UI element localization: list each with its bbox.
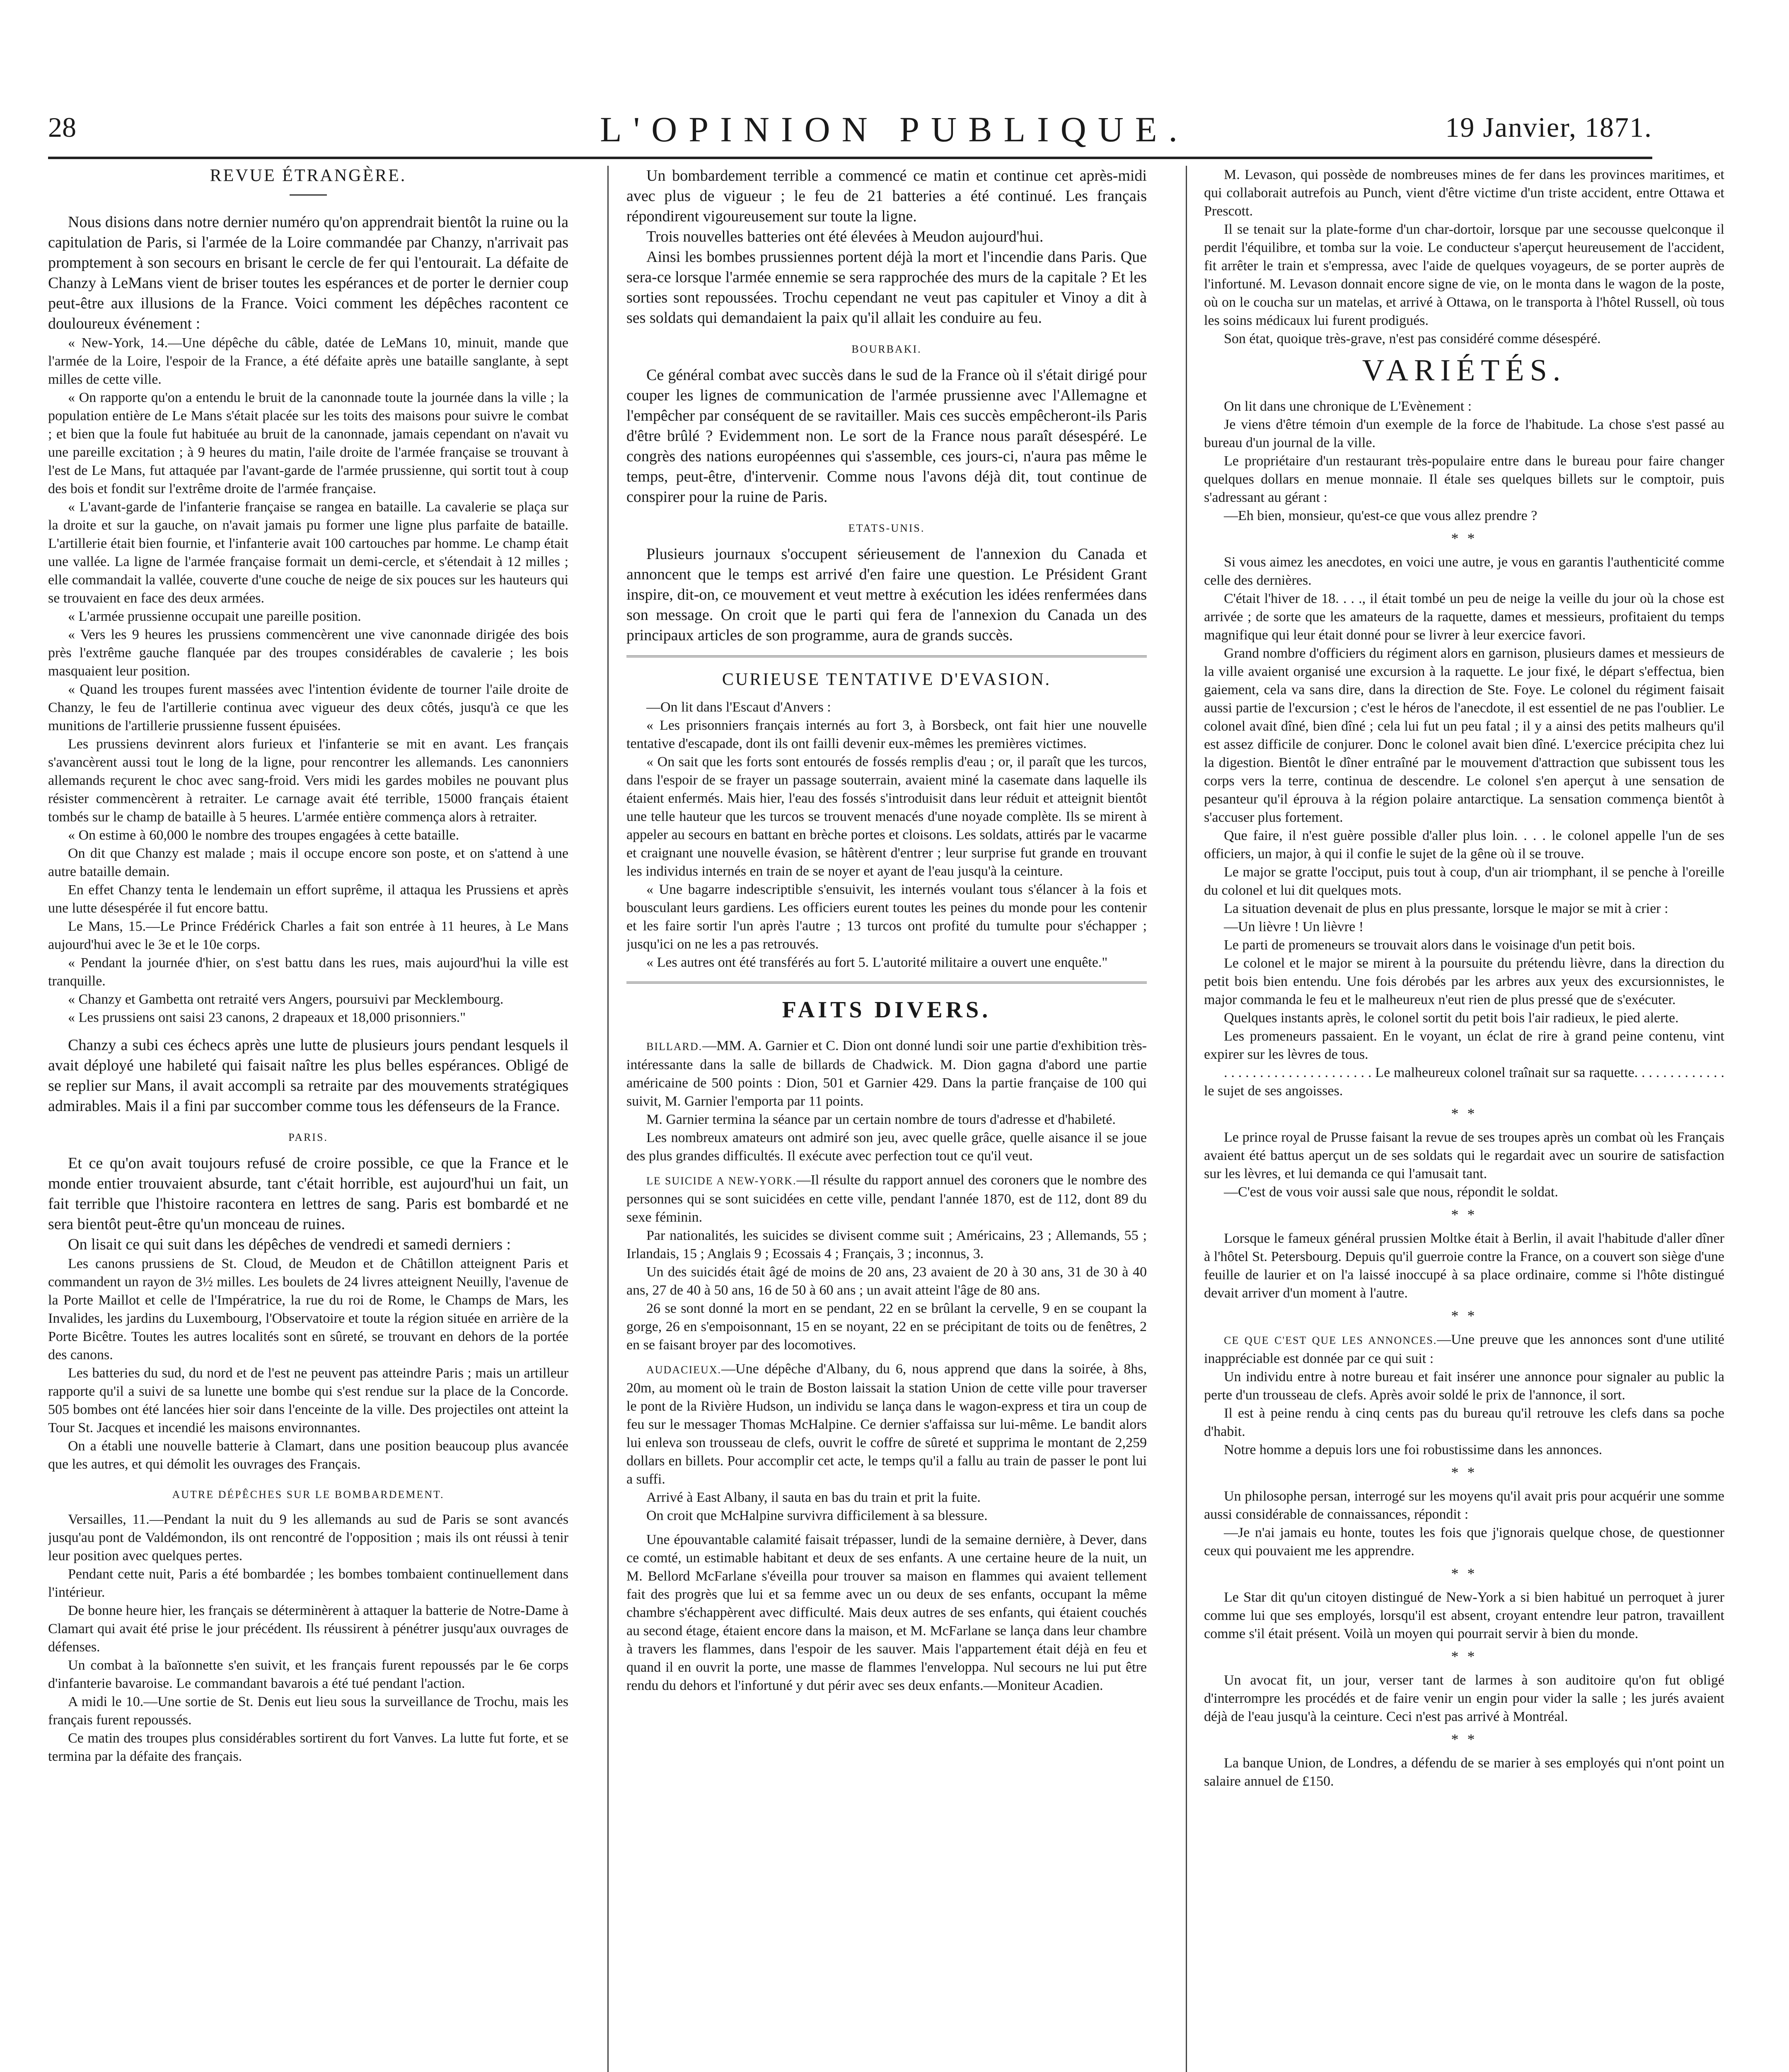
asterism: * * <box>1451 1206 1477 1223</box>
paragraph: Un philosophe persan, interrogé sur les moyens qu'il avait pris pour acquérir une somme aussi considérable de connaissances, répondit : <box>1204 1489 1724 1522</box>
run-in-head: CE QUE C'EST QUE LES ANNONCES. <box>1224 1334 1437 1346</box>
column-2 <box>626 166 1147 2072</box>
paragraph <box>1204 1331 1724 1368</box>
dispatch-paragraph: « L'armée prussienne occupait une pareille position. <box>68 609 361 624</box>
asterism: * * <box>1451 1731 1477 1748</box>
paragraph-text: —Une dépêche d'Albany, du 6, nous apprend que dans la soirée, à 8hs, 20m, au moment où le train de Boston laissait la station Union de cette ville pour traverser le pont de la Rivière Hudson, un individu se lança dans le wagon-express et tira un coup de feu sur le messager Thomas McHalpine. Ce dernier s'affaissa sur lui-même. Le bandit alors lui enleva son trousseau de clefs, ouvrit le coffre de sûreté et supprima le montant de 2,259 dollars en billets. Pour accomplir cet acte, le temps qu'il a fallu au train de passer le pont lui a suffi. <box>626 1361 1147 1487</box>
section-rule <box>626 982 1147 983</box>
dispatch-paragraph: On dit que Chanzy est malade ; mais il occupe encore son poste, et on s'attend à une autre bataille demain. <box>48 846 568 879</box>
paragraph: Par nationalités, les suicides se divisent comme suit ; Américains, 23 ; Allemands, 55 ; Irlandais, 15 ; Anglais 9 ; Ecossais 4 ; Français, 3 ; inconnus, 3. <box>626 1228 1147 1261</box>
paragraph: Le colonel et le major se mirent à la poursuite du prétendu lièvre, dans la direction du petit bois bien entendu. Une fois dérobés par les arbres aux yeux des excursionnistes, le major commanda le feu et le malheureux n'eut rien de plus pressé que de s'exécuter. <box>1204 956 1724 1007</box>
paragraph: Lorsque le fameux général prussien Moltke était à Berlin, il avait l'habitude d'aller dîner à l'hôtel St. Petersbourg. Depuis qu'il guerroie contre la France, on a couvert son siège d'une feuille de laurier et on l'a laissé inoccupé à sa place ordinaire, comme si l'hôte distingué devait arriver d'un moment à l'autre. <box>1204 1231 1724 1301</box>
paragraph: Un des suicidés était âgé de moins de 20 ans, 23 avaient de 20 à 30 ans, 31 de 30 à 40 ans, 27 de 40 à 50 ans, 16 de 50 à 60 ans ; un avait atteint l'âge de 80 ans. <box>626 1264 1147 1298</box>
column-3 <box>1204 166 1724 2072</box>
title-rule <box>290 194 327 196</box>
paragraph: « On sait que les forts sont entourés de fossés remplis d'eau ; or, il paraît que les turcos, dans l'espoir de se frayer un passage souterrain, avaient miné la casemate dans laquelle ils étaient enfermés. Mais hier, l'eau des fossés s'introduisit dans leur réduit et atteignit bientôt une telle hauteur que les turcos se trouvent menacés d'une noyade complète. Ils se mirent à appeler au secours en battant en brèche portes et cloisons. Les soldats, attirés par le vacarme et craignant une nouvelle évasion, se hâtèrent d'entrer ; leur surprise fut grande en trouvant les individus internés en train de se noyer et ayant de l'eau jusqu'à la ceinture. <box>626 754 1147 879</box>
asterism: * * <box>1451 1464 1477 1481</box>
paragraph: M. Garnier termina la séance par un certain nombre de tours d'adresse et d'habileté. <box>646 1112 1116 1127</box>
dispatch-paragraph: « L'avant-garde de l'infanterie française se rangea en bataille. La cavalerie se plaça sur la droite et sur la gauche, on n'avait jamais pu former une ligne plus parfaite de bataille. L'artillerie était bien fournie, et l'infanterie avait 100 cartouches par homme. Le champ était une vallée. La ligne de l'armée française formait un demi-cercle, et s'étendait à 12 milles ; elle commandait la vallée, couverte d'une couche de neige de six pouces sur les hauteurs qui se trouvaient en face des deux armées. <box>48 499 568 606</box>
dispatch-paragraph: « Les prussiens ont saisi 23 canons, 2 drapeaux et 18,000 prisonniers." <box>68 1010 466 1025</box>
paragraph: Un avocat fit, un jour, verser tant de larmes à son auditoire qu'on fut obligé d'interrompre les procédés et de faire venir un engin pour vider la salle ; les jurés avaient déjà de l'eau jusqu'à la ceinture. Ceci n'est pas arrivé à Montréal. <box>1204 1673 1724 1724</box>
subsection-title-etats-unis: ETATS-UNIS. <box>848 522 925 534</box>
paragraph: « Une bagarre indescriptible s'ensuivit, les internés voulant tous s'élancer à la fois et bousculant leurs gardiens. Les officiers eurent toutes les peines du monde pour les contenir et les faire sortir l'un après l'autre ; 13 turcos ont profité du tumulte pour s'échapper ; jusqu'ici on ne les a pas retrouvés. <box>626 882 1147 952</box>
paragraph: Le major se gratte l'occiput, puis tout à coup, d'un air triomphant, il se penche à l'oreille du colonel et lui dit quelques mots. <box>1204 864 1724 898</box>
paragraph: On croit que McHalpine survivra difficilement à sa blessure. <box>646 1508 988 1523</box>
column-1 <box>48 166 568 2072</box>
dispatch-paragraph: « Quand les troupes furent massées avec l'intention évidente de tourner l'aile droite de Chanzy, le feu de l'artillerie continua avec vigueur des deux côtés, jusqu'à ce que les munitions de l'artillerie prussienne fussent épuisées. <box>48 682 568 733</box>
paragraph: Plusieurs journaux s'occupent sérieusement de l'annexion du Canada et annoncent que le temps est arrivé d'en faire une question. Le Président Grant inspire, dit-on, ce mouvement et veut mettre à exécution les idées renfermées dans son message. On croit que le parti qui fera de l'annexion du Canada un des principaux articles de son programme, aura de grands succès. <box>626 545 1147 644</box>
paragraph: Un bombardement terrible a commencé ce matin et continue cet après-midi avec plus de vigueur ; le feu de 21 batteries a été continué. Les français répondirent vigoureusement sur toute la ligne. <box>626 167 1147 225</box>
paragraph: « Les prisonniers français internés au fort 3, à Borsbeck, ont fait hier une nouvelle tentative d'escapade, dont ils ont failli devenir eux-mêmes les premières victimes. <box>626 718 1147 751</box>
paragraph: A midi le 10.—Une sortie de St. Denis eut lieu sous la surveillance de Trochu, mais les français furent repoussés. <box>48 1694 568 1728</box>
paragraph: Notre homme a depuis lors une foi robustissime dans les annonces. <box>1224 1442 1603 1457</box>
dispatch-paragraph: « Pendant la journée d'hier, on s'est battu dans les rues, mais aujourd'hui la ville est tranquille. <box>48 955 568 989</box>
section-title-varietes: VARIÉTÉS. <box>1362 353 1567 387</box>
paragraph: Ce général combat avec succès dans le sud de la France où il s'était dirigé pour couper les lignes de communication de l'armée prussienne avec l'Allemagne et l'empêcher par conséquent de se ravitailler. Mais ces succès empêcheront-ils Paris d'être brûlé ? Evidemment non. Le sort de la France nous paraît désespéré. Le congrès des nations européennes qui s'assemble, ces jours-ci, n'aura pas même le temps, peut-être, d'intervenir. Comme nous l'avons déjà dit, tout continue de conspirer pour la ruine de Paris. <box>626 366 1147 506</box>
subsection-title-bourbaki: BOURBAKI. <box>851 343 922 355</box>
paragraph: M. Levason, qui possède de nombreuses mines de fer dans les provinces maritimes, et qui collaborait autrefois au Punch, vient d'être victime d'un triste accident, entre Ottawa et Prescott. <box>1204 167 1724 219</box>
masthead-title: L'OPINION PUBLIQUE. <box>600 109 1189 149</box>
paragraph: Son état, quoique très-grave, n'est pas considéré comme désespéré. <box>1224 331 1601 346</box>
subsection-title-bombardement: AUTRE DÉPÊCHES SUR LE BOMBARDEMENT. <box>172 1489 445 1501</box>
paragraph: —On lit dans l'Escaut d'Anvers : <box>646 700 831 715</box>
paragraph-text: —Une preuve que les annonces sont d'une utilité inappréciable est donnée par ce qui suit : <box>1204 1332 1724 1366</box>
paragraph: Ainsi les bombes prussiennes portent déjà la mort et l'incendie dans Paris. Que sera-ce lorsque l'armée ennemie se sera rapprochée des murs de la capitale ? Et les sorties sont repoussées. Trochu cependant ne veut pas capituler et Vinoy a dit à ses soldats qui demandaient la paix qu'il allait les conduire au feu. <box>626 248 1147 327</box>
section-title-revue: REVUE ÉTRANGÈRE. <box>210 166 407 185</box>
dispatch-paragraph: Les prussiens devinrent alors furieux et l'infanterie se mit en avant. Les français s'avancèrent aussi tout le long de la ligne, pour rencontrer les allemands. Les canonniers allemands reçurent le choc avec sang-froid. Vers midi les gardes mobiles ne pouvant plus résister commencèrent à retraiter. Le carnage avait été terrible, 15000 français étaient tombés sur le champ de bataille à 5 heures. L'armée entière commença alors à retraiter. <box>48 736 568 825</box>
dispatch-paragraph: En effet Chanzy tenta le lendemain un effort suprême, il attaqua les Prussiens et après une lutte désespérée il fut encore battu. <box>48 882 568 916</box>
paragraph: . . . . . . . . . . . . . . . . . . . . . Le malheureux colonel traînait sur sa raquette. . . . . . . . . . . . . le sujet de ses angoisses. <box>1204 1065 1724 1099</box>
paragraph: 26 se sont donné la mort en se pendant, 22 en se brûlant la cervelle, 9 en se coupant la gorge, 26 en s'empoisonnant, 15 en se noyant, 22 en se précipitant de toits ou de fenêtres, 2 en se faisant broyer par des locomotives. <box>626 1301 1147 1353</box>
paragraph: Un combat à la baïonnette s'en suivit, et les français furent repoussés par le 6e corps d'infanterie bavaroise. Le commandant bavarois a été tué pendant l'action. <box>48 1658 568 1691</box>
paragraph: Si vous aimez les anecdotes, en voici une autre, je vous en garantis l'authenticité comme celle des dernières. <box>1204 554 1724 588</box>
paragraph: Trois nouvelles batteries ont été élevées à Meudon aujourd'hui. <box>646 228 1044 245</box>
asterism: * * <box>1451 1307 1477 1324</box>
paragraph: Le parti de promeneurs se trouvait alors dans le voisinage d'un petit bois. <box>1224 937 1635 953</box>
issue-date: 19 Janvier, 1871. <box>1445 111 1652 143</box>
page-number: 28 <box>48 111 76 143</box>
paragraph: On lit dans une chronique de L'Evènement : <box>1224 399 1472 414</box>
section-title-faits-divers: FAITS DIVERS. <box>782 997 991 1023</box>
run-in-head: BILLARD. <box>646 1041 703 1053</box>
paragraph: De bonne heure hier, les français se déterminèrent à attaquer la batterie de Notre-Dame à Clamart qui avait été prise le jour précédent. Ils réussirent à pénétrer jusqu'aux ouvrages de défenses. <box>48 1603 568 1655</box>
paragraph: Chanzy a subi ces échecs après une lutte de plusieurs jours pendant lesquels il avait déployé une habileté qui faisait naître les plus belles espérances. Obligé de se replier sur Mans, il avait accompli sa retraite par des mouvements stratégiques admirables. Mais il a fini par succomber comme tous les défenseurs de la France. <box>48 1036 568 1115</box>
asterism: * * <box>1451 530 1477 547</box>
paragraph <box>626 1037 1147 1111</box>
paragraph: Les canons prussiens de St. Cloud, de Meudon et de Châtillon atteignent Paris et commandent un rayon de 3½ milles. Les boulets de 24 livres atteignent Neuilly, l'avenue de la Porte Maillot et celle de l'Impératrice, la rue du roi de Rome, le Champs de Mars, les Invalides, les jardins du Luxembourg, l'Observatoire et toute la région située en arrière de la Porte Bicêtre. Toutes les autres localités sont en sûreté, se trouvant en dehors de la portée des canons. <box>48 1256 568 1363</box>
paragraph: Pendant cette nuit, Paris a été bombardée ; les bombes tombaient continuellement dans l'intérieur. <box>48 1566 568 1600</box>
dispatch-paragraph: « Vers les 9 heures les prussiens commencèrent une vive canonnade dirigée des bois près l'extrême gauche flanquée par des troupes considérables de cavalerie ; les bois masquaient leur position. <box>48 627 568 679</box>
column-divider <box>1186 166 1187 2072</box>
paragraph: Le Star dit qu'un citoyen distingué de New-York a si bien habitué un perroquet à jurer comme lui que ses employés, lorsqu'il est absent, croyant entendre leur patron, travaillent comme s'il était présent. Voilà un moyen qui pourrait servir à bien du monde. <box>1204 1590 1724 1641</box>
paragraph-text: —MM. A. Garnier et C. Dion ont donné lundi soir une partie d'exhibition très-intéressante dans la salle de billards de Chadwick. M. Dion gagna d'abord une partie américaine de 500 points : Dion, 501 et Garnier 429. Dans la partie française de 100 qui suivit, M. Garnier l'emporta par 11 points. <box>626 1038 1147 1109</box>
paragraph <box>626 1360 1147 1489</box>
paragraph: —Un lièvre ! Un lièvre ! <box>1224 919 1364 934</box>
paragraph: Ce matin des troupes plus considérables sortirent du fort Vanves. La lutte fut forte, et se termina par la défaite des français. <box>48 1731 568 1764</box>
asterism: * * <box>1451 1648 1477 1665</box>
paragraph: Les promeneurs passaient. En le voyant, un éclat de rire à grand peine contenu, vint expirer sur les lèvres de tous. <box>1204 1029 1724 1062</box>
header-rule <box>48 157 1652 159</box>
paragraph: Les nombreux amateurs ont admiré son jeu, avec quelle grâce, quelle aisance il se joue des plus grandes difficultés. Il exécute avec perfection tout ce qu'il veut. <box>626 1130 1147 1164</box>
paragraph: On lisait ce qui suit dans les dépêches de vendredi et samedi derniers : <box>68 1236 511 1253</box>
paragraph: Nous disions dans notre dernier numéro qu'on apprendrait bientôt la ruine ou la capitulation de Paris, si l'armée de la Loire commandée par Chanzy, n'arrivait pas promptement à son secours en brisant le cercle de fer qui l'entourait. La défaite de Chanzy à LeMans vient de briser toutes les espérances et de porter le dernier coup peut-être aux illusions de la France. Voici comment les dépêches racontent ce douloureux événement : <box>48 213 568 332</box>
paragraph: Le propriétaire d'un restaurant très-populaire entre dans le bureau pour faire changer quelques dollars en menue monnaie. Il étale ses quelques billets sur le comptoir, puis s'adressant au gérant : <box>1204 453 1724 505</box>
paragraph: Que faire, il n'est guère possible d'aller plus loin. . . . le colonel appelle l'un de ses officiers, un major, à qui il confie le sujet de la gêne où il se trouve. <box>1204 828 1724 862</box>
paragraph: —C'est de vous voir aussi sale que nous, répondit le soldat. <box>1224 1184 1558 1200</box>
paragraph: Les batteries du sud, du nord et de l'est ne peuvent pas atteindre Paris ; mais un artilleur rapporte qu'il a suivi de sa lunette une bombe qui s'est rendue sur la place de la Concorde. 505 bombes ont été lancées hier soir dans l'enceinte de la ville. Des projectiles ont atteint la Tour St. Jacques et incendié les maisons environnantes. <box>48 1365 568 1435</box>
paragraph: Quelques instants après, le colonel sortit du petit bois l'air radieux, le pied alerte. <box>1224 1010 1679 1026</box>
paragraph: Et ce qu'on avait toujours refusé de croire possible, ce que la France et le monde entier trouvaient absurde, tant c'était horrible, est aujourd'hui un fait, un fait terrible que l'histoire racontera en lettres de sang. Paris est bombardé et ne sera bientôt peut-être qu'un monceau de ruines. <box>48 1155 568 1233</box>
asterism: * * <box>1451 1565 1477 1582</box>
paragraph: C'était l'hiver de 18. . . ., il était tombé un peu de neige la veille du jour où la chose est arrivée ; de sorte que les amateurs de la raquette, dames et messieurs, profitaient du temps magnifique qui leur était donné pour se livrer à leur exercice favori. <box>1204 591 1724 643</box>
paragraph: « Les autres ont été transférés au fort 5. L'autorité militaire a ouvert une enquête." <box>646 955 1108 970</box>
paragraph: Une épouvantable calamité faisait trépasser, lundi de la semaine dernière, à Dever, dans ce comté, un estimable habitant et deux de ses enfants. A une certaine heure de la nuit, un M. Bellord McFarlane s'éveilla pour trouver sa maison en flammes qui avaient tellement fait des progrès que lui et sa femme avec un ou deux de ses enfants, occupant la même chambre s'échappèrent avec difficulté. Mais deux autres de ses enfants, qui étaient couchés au second étage, étaient encore dans la maison, et M. McFarlane se lança dans leur chambre à travers les flammes, dans l'espoir de les sauver. Mais l'appartement était déjà en feu et quand il en ouvrit la porte, une masse de flammes l'enveloppa. Nul secours ne lui put être rendu du dehors et l'infortuné y dut périr avec ses deux enfants.—Moniteur Acadien. <box>626 1532 1147 1693</box>
paragraph: Je viens d'être témoin d'un exemple de la force de l'habitude. La chose s'est passé au bureau d'un journal de la ville. <box>1204 417 1724 450</box>
paragraph: La banque Union, de Londres, a défendu de se marier à ses employés qui n'ont point un salaire annuel de £150. <box>1204 1755 1724 1789</box>
paragraph: Grand nombre d'officiers du régiment alors en garnison, plusieurs dames et messieurs de la ville avaient organisé une excursion à la raquette. Le jour fixé, le départ s'effectua, bien gaiement, cela va sans dire, dans la direction de Ste. Foye. Le colonel du régiment faisait aussi partie de l'excursion ; c'est le héros de l'anecdote, il est essentiel de ne pas l'oublier. Le colonel avait dîné, bien dîné ; cela lui fut un peu fatal ; il y a ainsi des petits malheurs qu'il est assez difficile de conjurer. Donc le colonel avait bien dîné. L'exercice précipita chez lui la digestion. Bientôt le dîner entraîné par le mouvement d'attraction que subissent tous les corps vers la terre, continua de descendre. Le colonel s'en aperçut à une sensation de pesanteur qu'il éprouva à la région polaire antarctique. La sensation commença bientôt à s'accuser plus fortement. <box>1204 646 1724 825</box>
asterism: * * <box>1451 1105 1477 1122</box>
dispatch-paragraph: « New-York, 14.—Une dépêche du câble, datée de LeMans 10, minuit, mande que l'armée de la Loire, l'espoir de la France, a été défaite après une bataille sanglante, à sept milles de cette ville. <box>48 335 568 387</box>
run-in-head: LE SUICIDE A NEW-YORK. <box>646 1175 797 1187</box>
dispatch-paragraph: Le Mans, 15.—Le Prince Frédérick Charles a fait son entrée à 11 heures, à Le Mans aujourd'hui avec le 3e et le 10e corps. <box>48 919 568 952</box>
paragraph: Le prince royal de Prusse faisant la revue de ses troupes après un combat où les Français avaient été battus aperçut un de ses soldats qui le regardait avec un sourire de satisfaction sur les lèvres, et lui demanda ce qui l'amusait tant. <box>1204 1130 1724 1181</box>
subsection-title-paris: PARIS. <box>288 1131 328 1143</box>
paragraph: Versailles, 11.—Pendant la nuit du 9 les allemands au sud de Paris se sont avancés jusqu'au pont de Valdémondon, ils ont rencontré de l'opposition ; mais ils ont réussi à tenir leur position avec quelques pertes. <box>48 1512 568 1564</box>
paragraph: Arrivé à East Albany, il sauta en bas du train et prit la fuite. <box>646 1490 981 1505</box>
paragraph: —Je n'ai jamais eu honte, toutes les fois que j'ignorais quelque chose, de questionner ceux qui pouvaient me les apprendre. <box>1204 1525 1724 1559</box>
paragraph <box>626 1171 1147 1227</box>
paragraph: —Eh bien, monsieur, qu'est-ce que vous allez prendre ? <box>1224 508 1538 523</box>
paragraph: On a établi une nouvelle batterie à Clamart, dans une position beaucoup plus avancée que les autres, et qui démolit les ouvrages des Français. <box>48 1438 568 1472</box>
section-title-curieuse: CURIEUSE TENTATIVE D'EVASION. <box>722 670 1052 689</box>
paragraph: La situation devenait de plus en plus pressante, lorsque le major se mit à crier : <box>1224 901 1668 916</box>
column-divider <box>607 166 609 2072</box>
dispatch-paragraph: « On estime à 60,000 le nombre des troupes engagées à cette bataille. <box>68 828 459 843</box>
dispatch-paragraph: « On rapporte qu'on a entendu le bruit de la canonnade toute la journée dans la ville ; la population entière de Le Mans s'était placée sur les toits des maisons pour suivre le combat ; et bien que la foule fut habituée au bruit de la canonnade, jamais cependant on n'avait vu une pareille excitation ; à 9 heures du matin, l'aile droite de l'armée française se trouvant à l'est de Le Mans, fut attaquée par l'avant-garde de l'armée prussienne, qui sortit tout à coup des bois et fondit sur l'extrême droite de l'armée française. <box>48 390 568 496</box>
section-rule <box>626 656 1147 657</box>
paragraph: Il se tenait sur la plate-forme d'un char-dortoir, lorsque par une secousse quelconque il perdit l'équilibre, et tomba sur la voie. Le conducteur s'aperçut heureusement de l'accident, fit arrêter le train et s'empressa, avec l'aide de quelques voyageurs, de se porter auprès de l'infortuné. M. Levason donnait encore signe de vie, on le monta dans le wagon de la poste, où on le coucha sur un matelas, et arrivé à Ottawa, on le transporta à l'hôtel Russell, où tous les soins médicaux lui furent prodigués. <box>1204 222 1724 328</box>
dispatch-paragraph: « Chanzy et Gambetta ont retraité vers Angers, poursuivi par Mecklembourg. <box>68 992 504 1007</box>
paragraph: Il est à peine rendu à cinq cents pas du bureau qu'il retrouve les clefs dans sa poche d'habit. <box>1204 1406 1724 1439</box>
paragraph: Un individu entre à notre bureau et fait insérer une annonce pour signaler au public la perte d'un trousseau de clefs. Après avoir soldé le prix de l'annonce, il sort. <box>1204 1369 1724 1403</box>
run-in-head: AUDACIEUX. <box>646 1364 722 1376</box>
paragraph-text: —Il résulte du rapport annuel des coroners que le nombre des personnes qui se sont suicidées en cette ville, pendant l'année 1870, est de 112, dont 89 du sexe féminin. <box>626 1172 1147 1225</box>
